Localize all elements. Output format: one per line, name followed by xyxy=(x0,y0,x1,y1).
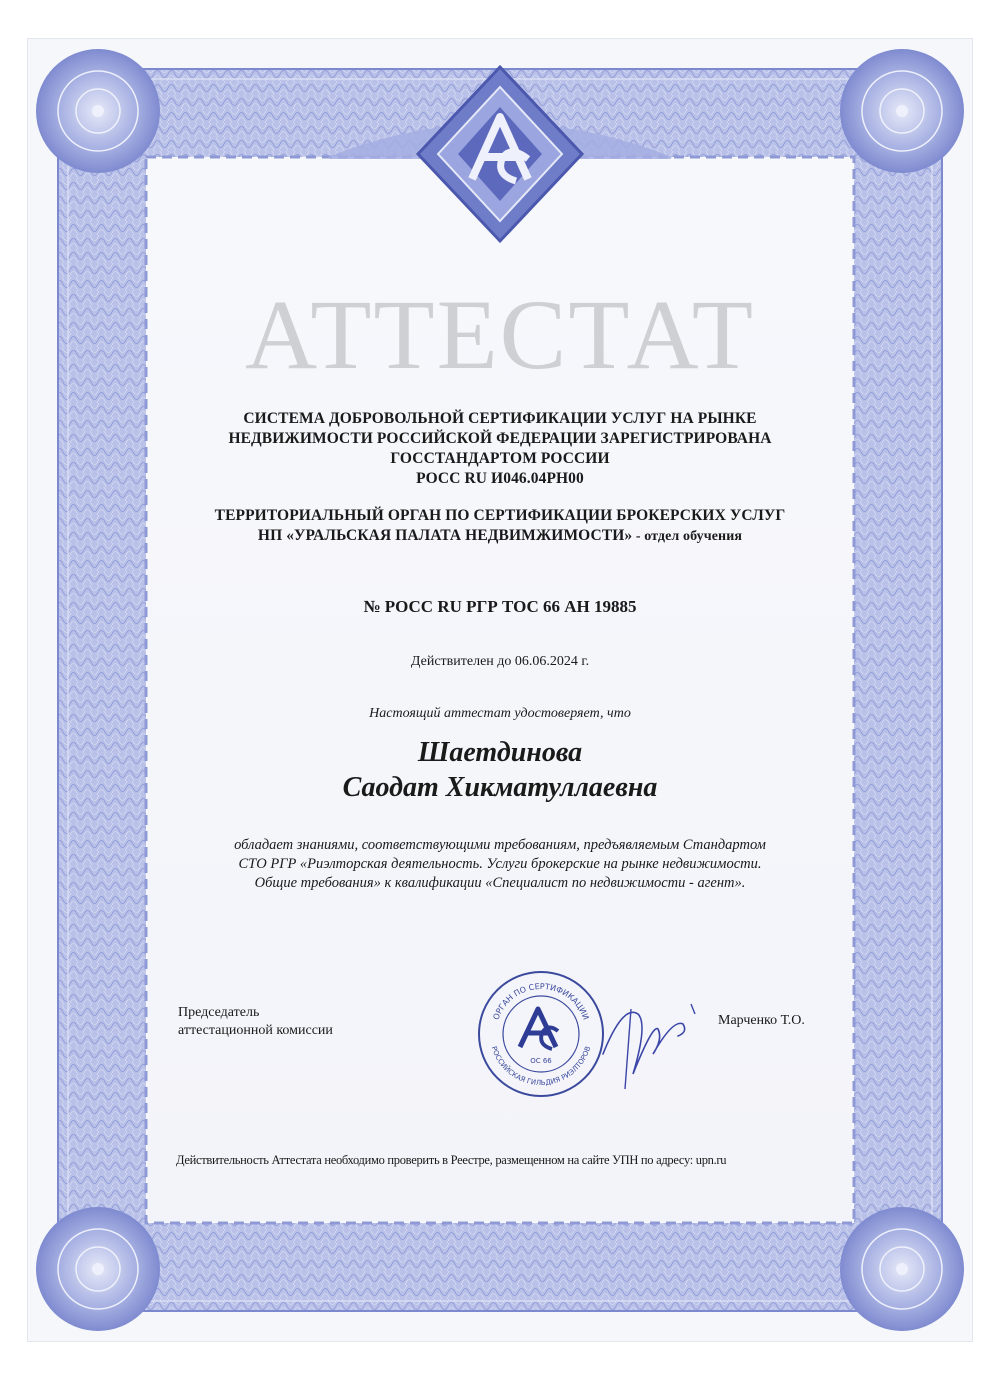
corner-rosette-bottom-left xyxy=(36,1207,160,1331)
stamp-top-text: ОРГАН ПО СЕРТИФИКАЦИИ xyxy=(491,981,591,1022)
corner-rosette-top-left xyxy=(36,49,160,173)
ars-diamond-logo-icon xyxy=(410,59,590,249)
corner-rosette-bottom-right xyxy=(840,1207,964,1331)
signatory-name: Марченко Т.О. xyxy=(718,1013,805,1028)
description-line: Общие требования» к квалификации «Специалист по недвижимости - агент». xyxy=(254,875,746,891)
verification-note: Действительность Аттестата необходимо проверить в Реестре, размещенном на сайте УПН по адресу: upn.ru xyxy=(176,1153,727,1167)
certificate-title: АТТЕСТАТ xyxy=(245,279,755,390)
certificate-sheet xyxy=(27,38,973,1342)
system-line: СИСТЕМА ДОБРОВОЛЬНОЙ СЕРТИФИКАЦИИ УСЛУГ НА РЫНКЕ xyxy=(243,410,757,427)
signature-icon xyxy=(593,984,703,1094)
chair-title xyxy=(178,1004,333,1040)
chair-line: Председатель xyxy=(178,1005,260,1020)
intro-text: Настоящий аттестат удостоверяет, что xyxy=(369,706,631,721)
certification-system-block xyxy=(28,409,972,489)
holder-given-names: Саодат Хикматуллаевна xyxy=(342,772,658,803)
system-line: НЕДВИЖИМОСТИ РОССИЙСКОЙ ФЕДЕРАЦИИ ЗАРЕГИСТРИРОВАНА xyxy=(228,430,772,447)
department-suffix: - отдел обучения xyxy=(632,529,743,544)
stamp-code: ОС 66 xyxy=(530,1057,552,1065)
organ-line xyxy=(28,526,972,547)
holder-surname: Шаетдинова xyxy=(417,737,583,768)
organ-name: НП «УРАЛЬСКАЯ ПАЛАТА НЕДВИМЖИМОСТИ» xyxy=(257,527,633,544)
valid-until: Действителен до 06.06.2024 г. xyxy=(410,654,590,669)
chair-line: аттестационной комиссии xyxy=(178,1023,333,1038)
description-line: СТО РГР «Риэлторская деятельность. Услуги брокерские на рынке недвижимости. xyxy=(238,856,762,872)
system-line: РОСС RU И046.04РН00 xyxy=(416,470,584,487)
description-line: обладает знаниями, соответствующими требованиям, предъявляемым Стандартом xyxy=(234,837,766,853)
corner-rosette-top-right xyxy=(840,49,964,173)
svg-text:РОССИЙСКАЯ ГИЛЬДИЯ РИЭЛТОРОВ xyxy=(490,1045,593,1087)
qualification-description xyxy=(28,836,972,893)
system-line: ГОССТАНДАРТОМ РОССИИ xyxy=(390,450,610,467)
certificate-number: № РОСС RU РГР ТОС 66 АН 19885 xyxy=(363,597,637,616)
stamp-bottom-text: РОССИЙСКАЯ ГИЛЬДИЯ РИЭЛТОРОВ xyxy=(489,1045,593,1088)
organ-line: ТЕРРИТОРИАЛЬНЫЙ ОРГАН ПО СЕРТИФИКАЦИИ БРОКЕРСКИХ УСЛУГ xyxy=(214,507,786,524)
certification-stamp-icon xyxy=(476,969,606,1099)
certification-organ-block xyxy=(28,506,972,547)
